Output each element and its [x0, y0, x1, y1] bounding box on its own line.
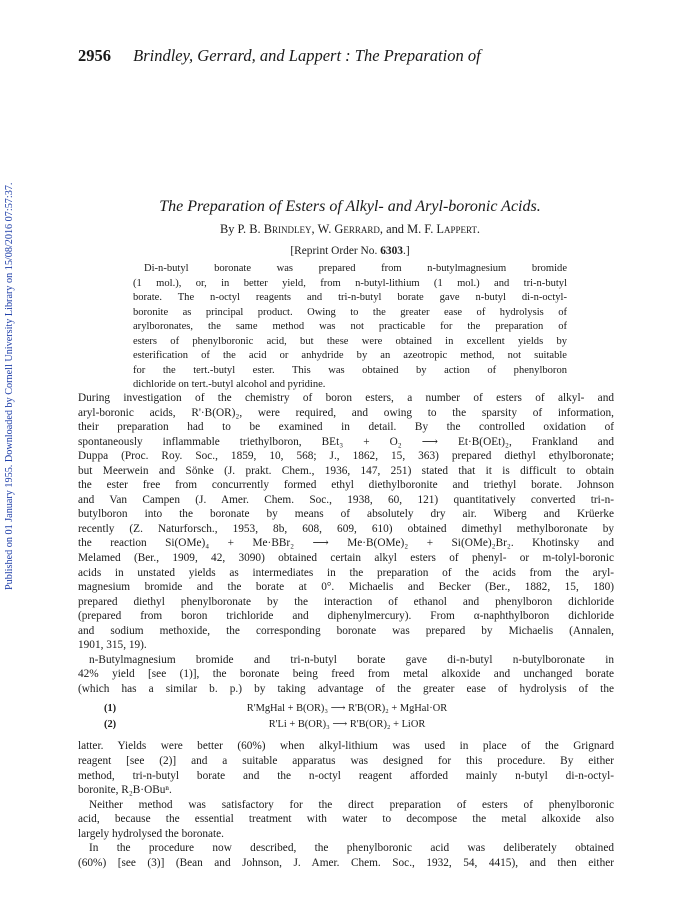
body-line: aryl-boronic acids, R'·B(OR)₂, were required, and owing to the sparsity of information, — [78, 406, 614, 419]
reprint-order — [80, 245, 620, 257]
page-number: 2956 — [78, 46, 111, 65]
body-line: and sodium methoxide, the corresponding boronate was prepared by Michaelis (Annalen, — [78, 624, 614, 637]
body-line: acid, because the essential treatment with water to decompose the metal alkoxide also — [78, 813, 614, 826]
body-line: (prepared from boron trichloride and diphenylmercury). From α-naphthylboron dichloride — [78, 610, 614, 623]
and-label: and — [386, 222, 404, 236]
abstract-line: arylboronates, the same method was not practicable for the preparation of — [133, 321, 567, 333]
author-lappert: M. F. Lappert. — [407, 222, 481, 236]
abstract-line: esters of phenylboronic acid, but these were obtained in excellent yields by — [133, 335, 567, 347]
article-title: The Preparation of Esters of Alkyl- and Aryl-boronic Acids. — [159, 198, 541, 215]
body-line: butylboron into the boronate by means of absolutely dry air. Wiberg and Krüerke — [78, 508, 614, 521]
body-line: 1901, 315, 19). — [78, 639, 147, 652]
body-line: prepared diethyl phenylboronate by the interaction of ethanol and phenylboron dichloride — [78, 595, 614, 608]
reprint-number: 6303 — [380, 245, 403, 257]
equation-1 — [78, 702, 614, 718]
abstract-line: Di-n-butyl boronate was prepared from n-butylmagnesium bromide — [144, 263, 567, 274]
abstract-line: borate. The n-octyl reagents and tri-n-butyl borate gave n-butyl di-n-octyl- — [133, 292, 567, 304]
abstract-line: esterification of the acid or anhydride by an azeotropic method, not suitable — [133, 350, 567, 362]
body-line: Neither method was satisfactory for the direct preparation of esters of phenylboronic — [89, 798, 614, 811]
abstract-line: boronite as principal product. Owing to the greater ease of hydrolysis of — [133, 306, 567, 318]
running-title: Brindley, Gerrard, and Lappert : The Preparation of — [133, 46, 481, 65]
equation-2 — [78, 718, 614, 734]
equation-text: R'MgHal + B(OR)₃ ⟶ R'B(OR)₂ + MgHal·OR — [246, 703, 448, 715]
body-line: largely hydrolysed the boronate. — [78, 827, 224, 840]
body-line: reagent [see (2)] and a suitable apparatus was designed for this procedure. By either — [78, 755, 614, 768]
abstract-line: dichloride on tert.-butyl alcohol and pyridine. — [133, 379, 326, 391]
body-line: but Meerwein and Sönke (J. prakt. Chem., 1936, 147, 251) stated that it is difficult to obtain — [78, 464, 614, 477]
body-line: their preparation had to be examined in detail. By the controlled oxidation of — [78, 421, 614, 434]
body-line: the reaction Si(OMe)₄ + Me·BBr₂ ⟶ Me·B(OMe)₂ + Si(OMe)₂Br₂. Khotinsky and — [78, 537, 614, 550]
body-line: and Van Campen (J. Amer. Chem. Soc., 1938, 60, 121) quantitatively converted tri-n- — [78, 493, 614, 506]
body-line: latter. Yields were better (60%) when alkyl-lithium was used in place of the Grignard — [78, 740, 614, 753]
running-header — [78, 46, 638, 66]
body-line: magnesium bromide and the borate at 0°. Michaelis and Becker (Ber., 1882, 15, 180) — [78, 581, 614, 594]
equation-number: (2) — [104, 718, 117, 730]
body-line: n-Butylmagnesium bromide and tri-n-butyl borate gave di-n-butyl n-butylboronate in — [89, 653, 614, 666]
body-line: the ester free from concurrently formed ethyl diethylboronite and triethyl borate. Johnson — [78, 479, 614, 492]
author-line: By P. B. Brindley, W. Gerrard, and M. F. Lappert. — [219, 222, 481, 236]
body-line: (60%) [see (3)] (Bean and Johnson, J. Amer. Chem. Soc., 1932, 54, 4415), and then either — [78, 856, 614, 869]
abstract — [133, 262, 567, 393]
body-line: spontaneously inflammable triethylboron, BEt₃ + O₂ ⟶ Et·B(OEt)₂, Frankland and — [78, 435, 614, 448]
body-text — [78, 391, 614, 870]
body-line: In the procedure now described, the phenylboronic acid was deliberately obtained — [89, 842, 614, 855]
author-brindley: P. B. Brindley — [237, 222, 312, 236]
body-line: method, tri-n-butyl borate and the n-octyl reagent afforded mainly n-butyl di-n-octyl- — [78, 769, 614, 782]
body-line: 42% yield [see (1)], the boronate being freed from metal alkoxide and unchanged borate — [78, 668, 614, 681]
reprint-suffix: .] — [402, 245, 410, 257]
abstract-line: (1 mol.), or, in better yield, from n-butyl-lithium (1 mol.) and tri-n-butyl — [133, 277, 567, 289]
download-note: Published on 01 January 1955. Downloaded by Cornell University Library on 15/08/2016 07:57:37. — [4, 182, 15, 590]
abstract-line: for the tert.-butyl ester. This was obtained by action of phenylboron — [133, 364, 567, 376]
body-line: boronite, R₂B·OBuⁿ. — [78, 784, 172, 797]
reprint-prefix: [Reprint Order No. — [290, 245, 378, 257]
body-line: Melamed (Ber., 1909, 42, 3090) obtained certain alkyl esters of phenyl- or m-tolyl-boronic — [78, 552, 614, 565]
body-line: acids in unstated yields as intermediates in the preparation of the acids from the aryl- — [78, 566, 614, 579]
equation-text: R'Li + B(OR)₃ ⟶ R'B(OR)₂ + LiOR — [268, 718, 426, 730]
body-line: recently (Z. Naturforsch., 1953, 8b, 608, 609, 610) obtained dimethyl methylboronate by — [78, 522, 614, 535]
by-label: By — [219, 222, 235, 236]
author-gerrard: W. Gerrard — [317, 222, 380, 236]
body-line: Duppa (Proc. Roy. Soc., 1859, 10, 568; J., 1862, 15, 363) prepared diethyl ethylboronate; — [78, 450, 614, 463]
body-line: (which has a similar b. p.) by taking advantage of the greater ease of hydrolysis of the — [78, 682, 614, 695]
equation-number: (1) — [104, 703, 117, 715]
body-line: During investigation of the chemistry of boron esters, a number of esters of alkyl- and — [78, 392, 614, 404]
